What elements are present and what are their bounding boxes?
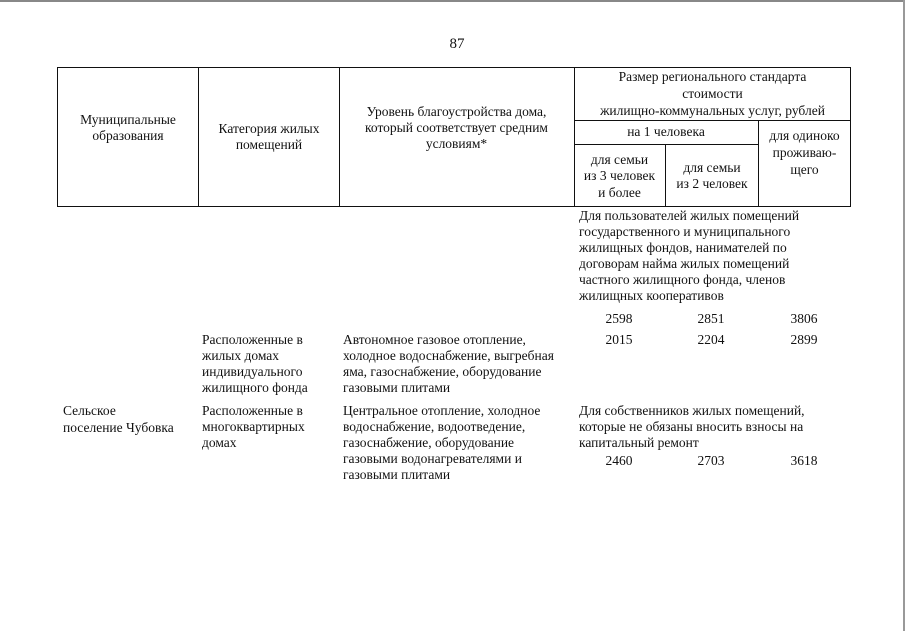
- row4-family2-value: 2703: [697, 453, 725, 468]
- group1-note: Для пользователей жилых помещений государственного и муниципального жилищных фондов, нанимателей по договорам найма жилых помещений частного жилищного фонда, членов жилищных кооперативов: [579, 208, 800, 303]
- header-single-line3: щего: [790, 162, 819, 177]
- col-left-border: [57, 67, 58, 207]
- header-single-line1: для одиноко: [769, 128, 840, 143]
- row3-category: Расположенные в многоквартирных домах: [202, 403, 305, 450]
- standard-subheader-rule: [574, 120, 851, 121]
- per-person-rule: [574, 144, 758, 145]
- row1-single-value: 3806: [790, 311, 818, 326]
- header-per-person: на 1 человека: [627, 124, 705, 139]
- header-family3-line3: и более: [598, 185, 641, 200]
- row1-family2-value: 2851: [697, 311, 725, 326]
- col-divider-1: [198, 67, 199, 207]
- row2-family2-value: 2204: [697, 332, 725, 347]
- scan-border-top: [0, 0, 905, 2]
- header-level: Уровень благоустройства дома, который соответствует средним условиям*: [365, 104, 548, 151]
- header-standard-line1: Размер регионального стандарта: [618, 69, 807, 84]
- header-family3-line2: из 3 человек: [583, 168, 656, 183]
- row2-family3-value: 2015: [605, 332, 633, 347]
- row3-level: Центральное отопление, холодное водоснабжение, водоотведение, газоснабжение, оборудование газовыми водонагревателями и газовыми плитами: [343, 403, 541, 482]
- row4-single-value: 3618: [790, 453, 818, 468]
- header-standard-line3: жилищно-коммунальных услуг, рублей: [600, 103, 825, 118]
- row4-family3-value: 2460: [605, 453, 633, 468]
- row2-single-value: 2899: [790, 332, 818, 347]
- municipality-name-line2: поселение Чубовка: [63, 420, 174, 435]
- municipality-name-line1: Сельское: [63, 403, 116, 418]
- col-divider-2: [339, 67, 340, 207]
- row1-family3-value: 2598: [605, 311, 633, 326]
- header-category: Категория жилых помещений: [218, 121, 320, 152]
- table-top-rule: [57, 67, 851, 68]
- header-family2-line2: из 2 человек: [676, 176, 748, 191]
- header-single-line2: проживаю-: [772, 145, 837, 160]
- header-bottom-rule: [57, 206, 851, 207]
- group2-note: Для собственников жилых помещений, которые не обязаны вносить взносы на капитальный ремонт: [579, 403, 805, 450]
- row2-level: Автономное газовое отопление, холодное водоснабжение, выгребная яма, газоснабжение, оборудование газовыми плитами: [343, 332, 554, 395]
- header-municipality: Муниципальные образования: [80, 112, 176, 143]
- header-family3-line1: для семьи: [590, 152, 649, 167]
- header-family2-line1: для семьи: [683, 160, 741, 175]
- page-number: 87: [449, 36, 465, 52]
- header-standard-line2: стоимости: [682, 86, 743, 101]
- row2-category: Расположенные в жилых домах индивидуального жилищного фонда: [202, 332, 308, 395]
